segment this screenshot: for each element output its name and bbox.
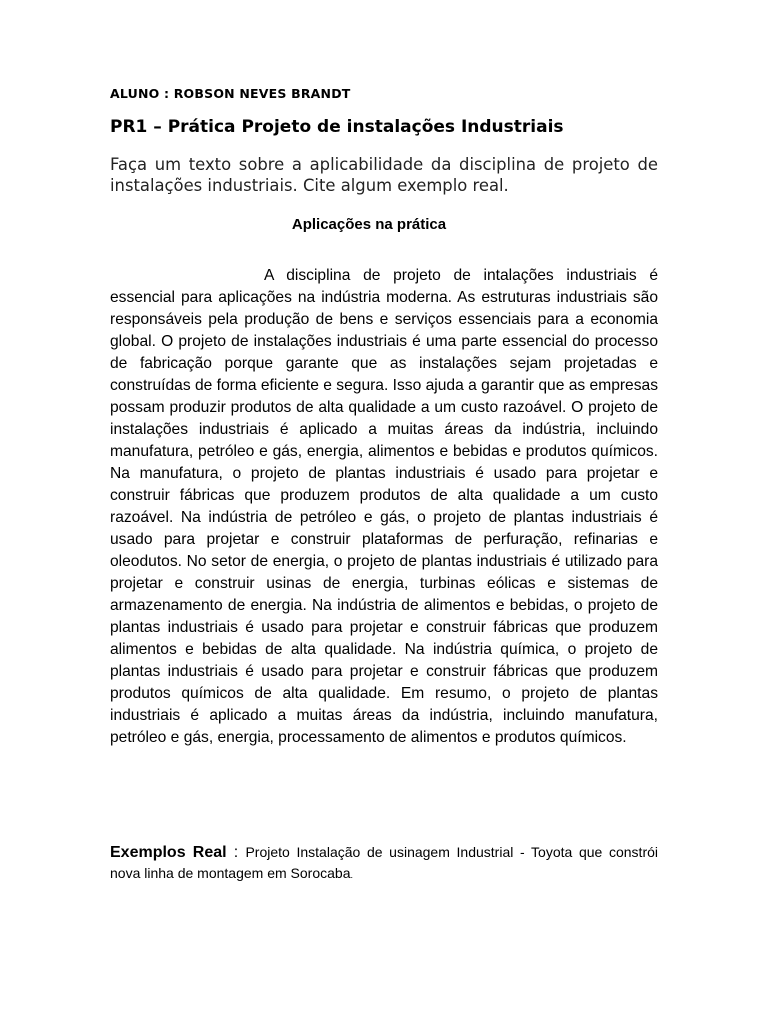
- examples-paragraph: [110, 842, 658, 886]
- examples-label: Exemplos Real: [110, 844, 227, 861]
- examples-text: Projeto Instalação de usinagem Industrial - Toyota que constrói nova linha de montagem em Sorocaba: [110, 844, 658, 881]
- body-paragraph: A disciplina de projeto de intalações industriais é essencial para aplicações na indústria moderna. As estruturas industriais são responsáveis pela produção de bens e serviços essenciais para a economia global. O projeto de instalações industriais é uma parte essencial do processo de fabricação porque garante que as instalações sejam projetadas e construídas de forma eficiente e segura. Isso ajuda a garantir que as empresas possam produzir produtos de alta qualidade a um custo razoável. O projeto de instalações industriais é aplicado a muitas áreas da indústria, incluindo manufatura, petróleo e gás, energia, alimentos e bebidas e produtos químicos. Na manufatura, o projeto de plantas industriais é usado para projetar e construir fábricas que produzem produtos de alta qualidade a um custo razoável. Na indústria de petróleo e gás, o projeto de plantas industriais é usado para projetar e construir plataformas de perfuração, refinarias e oleodutos. No setor de energia, o projeto de plantas industriais é utilizado para projetar e construir usinas de energia, turbinas eólicas e sistemas de armazenamento de energia. Na indústria de alimentos e bebidas, o projeto de plantas industriais é usado para projetar e construir fábricas que produzem alimentos e bebidas de alta qualidade. Na indústria química, o projeto de plantas industriais é usado para projetar e construir fábricas que produzem produtos químicos de alta qualidade. Em resumo, o projeto de plantas industriais é aplicado a muitas áreas da indústria, incluindo manufatura, petróleo e gás, energia, processamento de alimentos e produtos químicos.: [110, 267, 658, 746]
- section-heading: Aplicações na prática: [291, 216, 447, 233]
- student-name: ALUNO : ROBSON NEVES BRANDT: [110, 86, 351, 101]
- examples-separator: :: [226, 844, 246, 861]
- examples-end: .: [350, 870, 353, 880]
- assignment-prompt: Faça um texto sobre a aplicabilidade da disciplina de projeto de instalações industriais. Cite algum exemplo real.: [110, 155, 658, 195]
- document-title: PR1 – Prática Projeto de instalações Industriais: [110, 117, 564, 137]
